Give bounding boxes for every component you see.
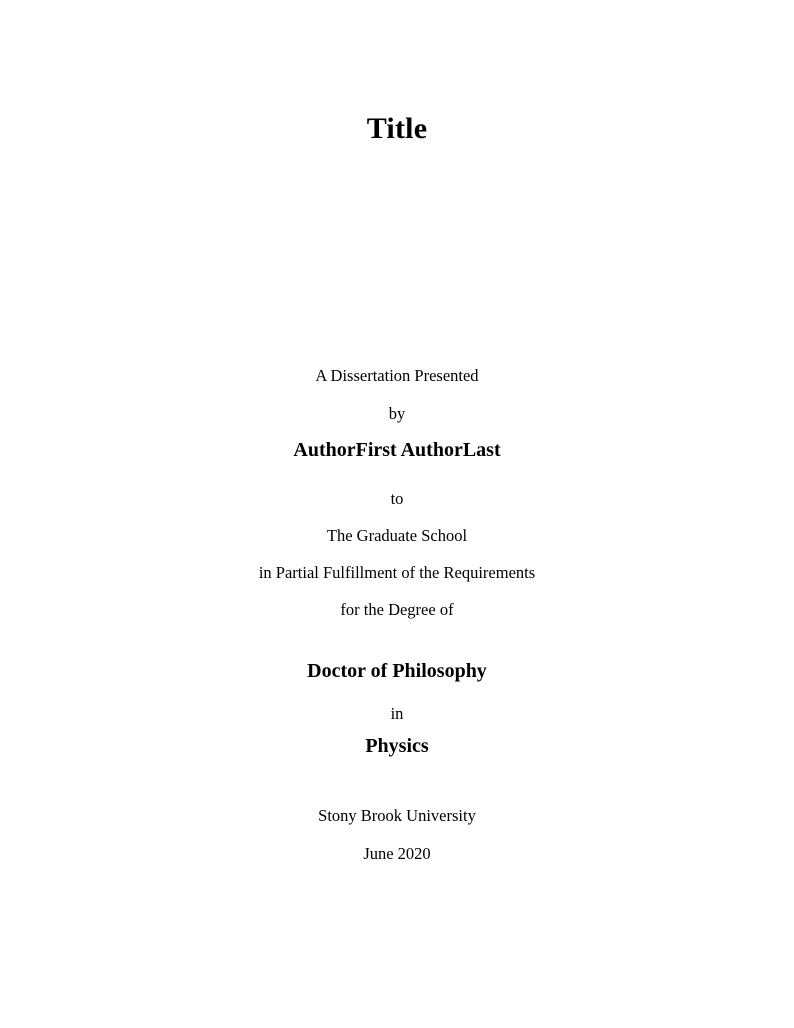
author-name: AuthorFirst AuthorLast — [293, 439, 501, 461]
graduate-school: The Graduate School — [326, 526, 468, 545]
degree-prefix-line: for the Degree of — [340, 600, 454, 619]
degree-name: Doctor of Philosophy — [307, 660, 487, 682]
university-name: Stony Brook University — [318, 806, 476, 825]
page-title: Title — [366, 112, 428, 145]
by-line: by — [388, 404, 406, 423]
in-line: in — [390, 704, 404, 723]
dissertation-presented-line: A Dissertation Presented — [315, 366, 479, 385]
fulfillment-line: in Partial Fulfillment of the Requirements — [258, 563, 536, 582]
publication-date: June 2020 — [363, 844, 431, 863]
to-line: to — [390, 489, 404, 508]
field-of-study: Physics — [365, 735, 429, 757]
